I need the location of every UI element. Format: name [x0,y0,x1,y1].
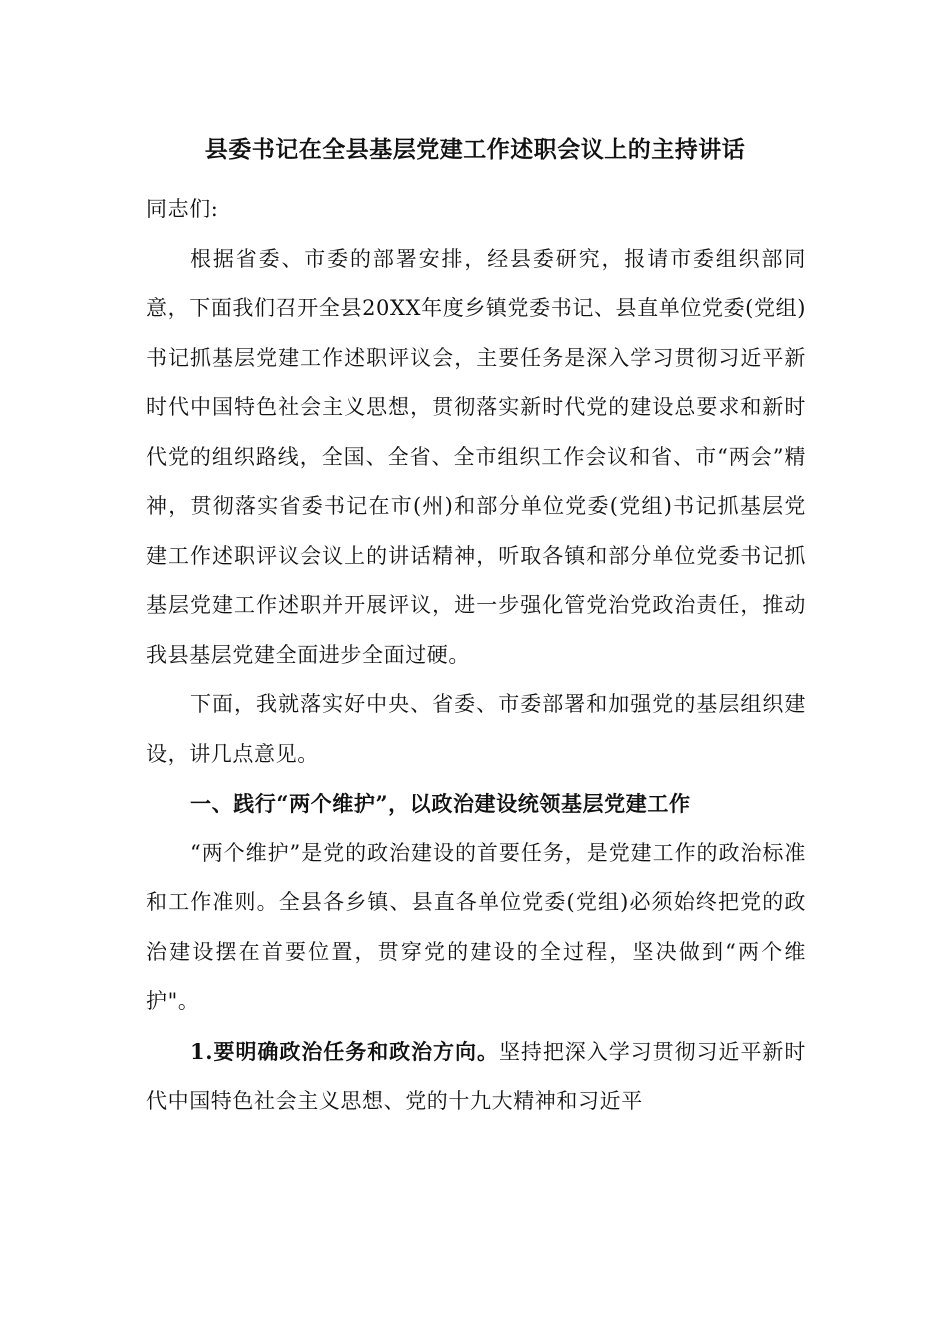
point-one-text: 坚持把深入学习贯彻习近平新时代中国特色社会主义思想、党的十九大精神和习近平 [146,1039,806,1113]
document-body [146,185,806,1127]
section-heading: 一、践行“两个维护”，以政治建设统领基层党建工作 [190,791,691,816]
paragraph-point-one [146,1027,806,1127]
paragraph-outline: 下面，我就落实好中央、省委、市委部署和加强党的基层组织建设，讲几点意见。 [146,692,806,766]
point-one-lead: 1.要明确政治任务和政治方向。 [190,1038,499,1064]
paragraph-intro: 根据省委、市委的部署安排，经县委研究，报请市委组织部同意，下面我们召开全县20XX年度乡镇党委书记、县直单位党委(党组)书记抓基层党建工作述职评议会，主要任务是深入学习贯彻习近平新时代中国特色社会主义思想，贯彻落实新时代党的建设总要求和新时代党的组织路线，全国、全省、全市组织工作会议和省、市“两会”精神，贯彻落实省委书记在市(州)和部分单位党委(党组)书记抓基层党建工作述职评议会议上的讲话精神，听取各镇和部分单位党委书记抓基层党建工作述职并开展评议，进一步强化管党治党政治责任，推动我县基层党建全面进步全面过硬。 [146,246,806,667]
paragraph-section-one: “两个维护”是党的政治建设的首要任务，是党建工作的政治标准和工作准则。全县各乡镇、县直各单位党委(党组)必须始终把党的政治建设摆在首要位置，贯穿党的建设的全过程，坚决做到“两个维护"。 [146,840,806,1013]
salutation: 同志们: [146,197,219,221]
document-title: 县委书记在全县基层党建工作述职会议上的主持讲话 [204,136,746,163]
